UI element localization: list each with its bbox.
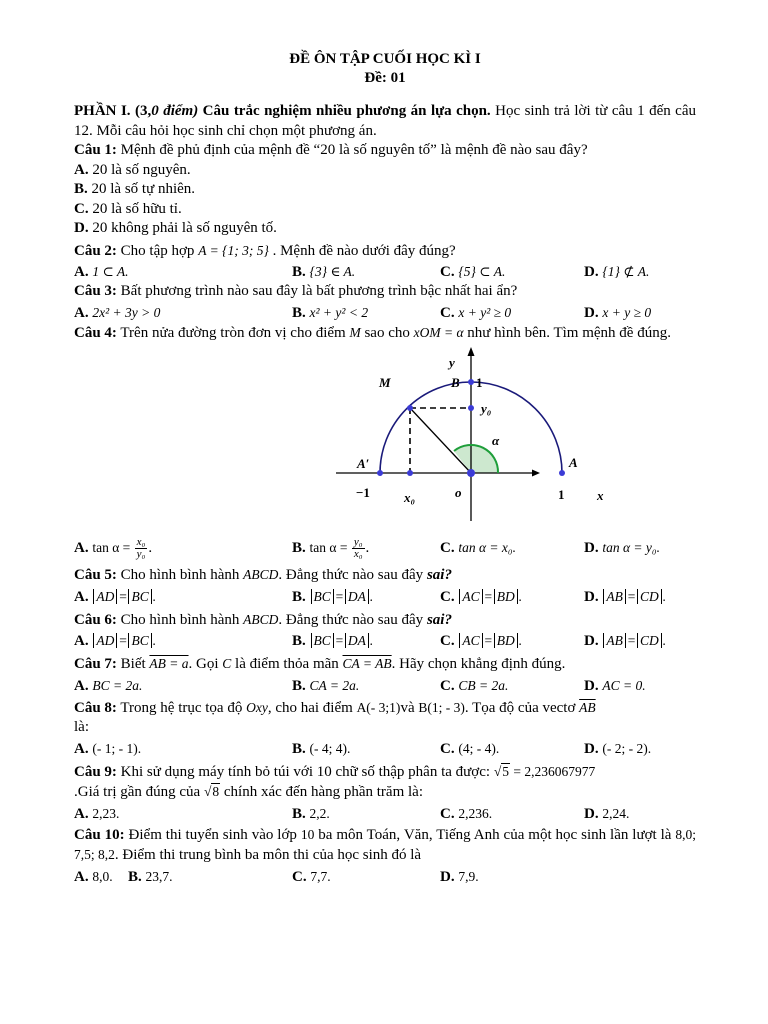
label-origin: o [455, 485, 462, 500]
exam-page [74, 50, 696, 887]
exam-title: ĐỀ ÔN TẬP CUỐI HỌC KÌ I [289, 51, 481, 67]
point-b [468, 379, 474, 385]
label-y: y [449, 355, 455, 370]
unit-circle-diagram [258, 343, 604, 529]
option-c[interactable]: C. {5} ⊂ A. [440, 264, 506, 280]
question-5: Câu 5: Cho hình bình hành ABCD. Đẳng thức nào sau đây sai? [74, 567, 452, 583]
option-d[interactable]: D. tan α = y₀. [584, 540, 660, 556]
section-label: PHẦN I. [74, 103, 131, 119]
label-alpha: α [492, 433, 500, 448]
option-b[interactable]: B. x² + y² < 2 [292, 304, 369, 321]
options-row [74, 261, 696, 282]
question-label: Câu 10: [74, 826, 125, 843]
label-a: A [569, 455, 578, 470]
option-b[interactable]: B. BC = DA . [292, 633, 374, 649]
options-row [74, 586, 696, 607]
question-text: Mệnh đề phủ định của mệnh đề “20 là số nguyên tố” là mệnh đề nào sau đây? [116, 142, 588, 158]
label-one-top: 1 [476, 375, 483, 390]
question-label: Câu 9: [74, 763, 117, 780]
label-x: x [597, 488, 604, 503]
y-axis-arrow [468, 347, 475, 356]
section-instruction: Học sinh trả lời từ câu 1 đến câu 12. Mỗi câu hỏi học sinh chỉ chọn một phương án. [74, 103, 696, 139]
section-heading: Câu trắc nghiệm nhiều phương án lựa chọn. [198, 103, 491, 119]
option-c[interactable]: C. 7,7. [292, 868, 331, 885]
point-a-prime [377, 470, 383, 476]
option-d[interactable]: D. AB = CD . [584, 588, 667, 605]
option-a[interactable]: A. tan α = $\frac{\text{x₀}}{\text{y₀}}$ . [74, 536, 153, 561]
option-a[interactable]: A. AD = BC . [74, 633, 157, 649]
label-b: B [451, 375, 460, 390]
angle-expression: xOM = α [413, 324, 464, 340]
label-x0: x₀ [404, 490, 416, 505]
options-row [74, 630, 696, 651]
question-3: Câu 3: Bất phương trình nào sau đây là bất phương trình bậc nhất hai ẩn? [74, 283, 518, 299]
option-a[interactable]: A. 1 ⊂ A. [74, 264, 129, 280]
label-m: M [379, 375, 391, 390]
question-label: Câu 7: [74, 656, 117, 672]
option-d[interactable]: D. {1} ⊄ A. [584, 264, 650, 280]
option-b[interactable]: B. (- 4; 4). [292, 740, 351, 757]
option-c[interactable]: C. CB = 2a. [440, 677, 509, 694]
question-9-cont: .Giá trị gần đúng của √8 chính xác đến hàng phần trăm là: [74, 784, 423, 800]
question-1 [74, 141, 696, 161]
options-row [74, 533, 696, 563]
option-c[interactable]: C. 20 là số hữu tỉ. [74, 200, 182, 217]
option-a[interactable]: A. 2x² + 3y > 0 [74, 304, 161, 321]
options-row [74, 738, 696, 759]
question-label: Câu 2: [74, 242, 117, 259]
point-m [407, 405, 413, 411]
option-b[interactable]: B. tan α = $\frac{\text{y₀}}{\text{x₀}}$ . [292, 536, 370, 561]
option-d[interactable]: D. AB = CD . [584, 633, 667, 649]
section-points: (3,0 điểm) [135, 103, 199, 119]
option-d[interactable]: D. 20 không phải là số nguyên tố. [74, 220, 277, 236]
question-label: Câu 4: [74, 324, 117, 341]
question-4: Câu 4: Trên nửa đường tròn đơn vị cho điểm M sao cho xOM = α như hình bên. Tìm mệnh đề đúng. [74, 324, 671, 341]
options-row [74, 675, 696, 696]
x-axis-arrow [532, 470, 540, 477]
options-row [74, 302, 696, 323]
set-expression: A = {1; 3; 5} [198, 242, 269, 258]
question-label: Câu 6: [74, 611, 117, 628]
unit-circle-figure [74, 343, 696, 529]
origin-point [467, 469, 475, 477]
option-b[interactable]: B. {3} ∈ A. [292, 264, 356, 280]
question-label: Câu 3: [74, 283, 117, 299]
options-row [74, 866, 696, 887]
question-label: Câu 1: [74, 142, 117, 158]
question-8: Câu 8: Trong hệ trục tọa độ Oxy, cho hai điểm A(- 3;1)và B(1; - 3). Tọa độ của vectơ $\overline{AB}$ [74, 699, 596, 716]
label-y0: y₀ [481, 401, 492, 416]
option-d[interactable]: D. 2,24. [584, 805, 630, 822]
option-d[interactable]: D. 7,9. [440, 868, 479, 885]
point-x0 [407, 470, 413, 476]
option-d[interactable]: D. AC = 0. [584, 677, 646, 694]
label-minus-one: −1 [356, 485, 370, 500]
label-a-prime: A′ [357, 456, 370, 471]
option-c[interactable]: C. x + y² ≥ 0 [440, 304, 512, 321]
option-a[interactable]: A. 20 là số nguyên. [74, 161, 191, 178]
option-c[interactable]: C. AC = BD . [440, 588, 523, 605]
option-b[interactable]: B. 2,2. [292, 805, 330, 822]
label-one-right: 1 [558, 487, 565, 502]
section-intro [74, 102, 696, 141]
angle-sector-fill [454, 445, 498, 473]
option-c[interactable]: C. (4; - 4). [440, 740, 500, 757]
point-y0 [468, 405, 474, 411]
options-row [74, 803, 696, 824]
option-d[interactable]: D. (- 2; - 2). [584, 740, 652, 757]
option-b[interactable]: B. 23,7. [128, 868, 173, 885]
option-c[interactable]: C. 2,236. [440, 805, 493, 822]
option-a[interactable]: A. AD = BC . [74, 588, 157, 605]
question-2: Câu 2: Cho tập hợp A = {1; 3; 5} . Mệnh đề nào dưới đây đúng? [74, 242, 456, 259]
option-b[interactable]: B. BC = DA . [292, 588, 374, 605]
option-a[interactable]: A. (- 1; - 1). [74, 740, 142, 757]
option-a[interactable]: A. 2,23. [74, 805, 120, 822]
question-8-cont: là: [74, 719, 89, 735]
option-b[interactable]: B. 20 là số tự nhiên. [74, 181, 196, 197]
option-c[interactable]: C. tan α = x₀. [440, 540, 516, 556]
question-label: Câu 8: [74, 699, 117, 716]
option-a[interactable]: A. BC = 2a. [74, 677, 143, 694]
question-label: Câu 5: [74, 567, 117, 583]
option-d[interactable]: D. x + y ≥ 0 [584, 304, 652, 321]
question-7: Câu 7: Biết AB = a. Gọi C là điểm thỏa mãn CA = AB. Hãy chọn khẳng định đúng. [74, 656, 566, 672]
option-a[interactable]: A. 8,0. [74, 868, 113, 885]
exam-code: Đề: 01 [364, 70, 406, 86]
question-10: Câu 10: Điểm thi tuyển sinh vào lớp 10 ba môn Toán, Văn, Tiếng Anh của một học sinh lần lượt là 8,0; 7,5; 8,2. Điểm thi trung bình ba môn thi của học sinh đó là [74, 826, 697, 863]
option-b[interactable]: B. CA = 2a. [292, 677, 360, 694]
question-9: Câu 9: Khi sử dụng máy tính bỏ túi với 10 chữ số thập phân ta được: √5 = 2,236067977 [74, 763, 596, 780]
option-c[interactable]: C. AC = BD . [440, 633, 523, 649]
radius-om [410, 408, 471, 473]
question-6: Câu 6: Cho hình bình hành ABCD. Đẳng thức nào sau đây sai? [74, 611, 452, 628]
point-a [559, 470, 565, 476]
